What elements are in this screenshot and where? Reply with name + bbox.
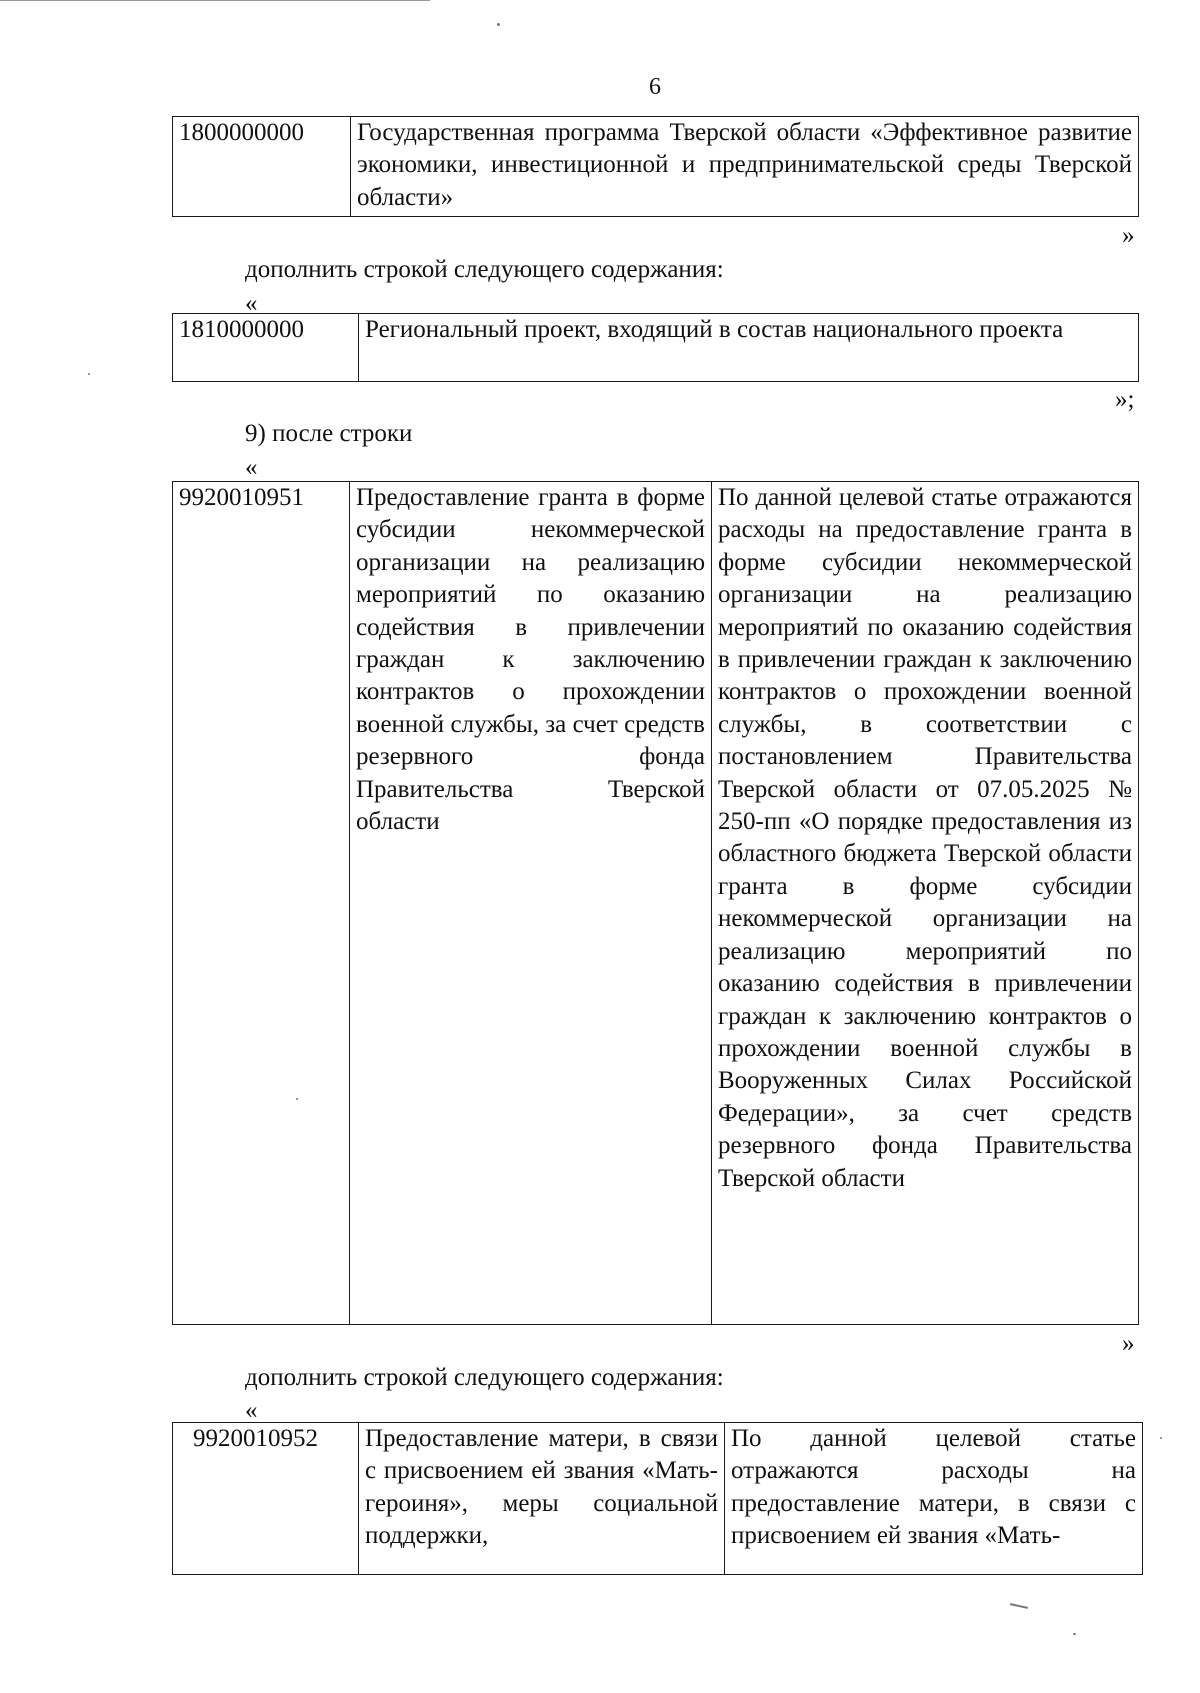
target-article-code: 9920010951 — [173, 482, 350, 1325]
target-article-name: Государственная программа Тверской области «Эффективное развитие экономики, инвестиционной и предпринимательской среды Тверской области» — [351, 117, 1139, 217]
instruction-text: дополнить строкой следующего содержания: — [245, 256, 724, 283]
scan-speck — [88, 373, 90, 375]
table-row — [173, 482, 1139, 1325]
scan-speck — [1160, 1437, 1162, 1439]
item-heading: 9) после строки — [245, 420, 413, 447]
closing-quote-semicolon: »; — [1115, 386, 1135, 413]
opening-quote: « — [245, 454, 258, 481]
table-budget-row-9920010952 — [172, 1422, 1143, 1575]
table-budget-row-1800000000 — [172, 116, 1139, 217]
table-row — [173, 117, 1139, 217]
target-article-code: 1800000000 — [173, 117, 351, 217]
target-article-code: 9920010952 — [173, 1423, 359, 1575]
closing-quote: » — [1122, 1330, 1135, 1357]
scan-speck — [497, 23, 500, 26]
table-budget-row-9920010951 — [172, 481, 1139, 1325]
instruction-text: дополнить строкой следующего содержания: — [245, 1364, 724, 1391]
scan-edge-line — [0, 0, 430, 1]
target-article-description: По данной целевой статье отражаются расходы на предоставление гранта в форме субсидии некоммерческой организации на реализацию мероприятий по оказанию содействия в привлечении граждан к заключению контрактов о прохождении военной службы, в соответствии с постановлением Правительства Тверской области от 07.05.2025 № 250-пп «О порядке предоставления из областного бюджета Тверской области гранта в форме субсидии некоммерческой организации на реализацию мероприятий по оказанию содействия в привлечении граждан к заключению контрактов о прохождении военной службы в Вооруженных Силах Российской Федерации», за счет средств резервного фонда Правительства Тверской области — [712, 482, 1139, 1325]
page-number: 6 — [649, 74, 661, 100]
opening-quote: « — [245, 1397, 258, 1424]
table-row — [173, 314, 1139, 382]
target-article-name: Предоставление гранта в форме субсидии некоммерческой организации на реализацию мероприятий по оказанию содействия в привлечении граждан к заключению контрактов о прохождении военной службы, за счет средств резервного фонда Правительства Тверской области — [350, 482, 712, 1325]
target-article-description: По данной целевой статье отражаются расходы на предоставление матери, в связи с присвоением ей звания «Мать- — [725, 1423, 1143, 1575]
target-article-code: 1810000000 — [173, 314, 359, 382]
opening-quote: « — [245, 290, 258, 317]
scan-speck — [1010, 1603, 1028, 1608]
target-article-name: Региональный проект, входящий в состав национального проекта — [359, 314, 1139, 382]
table-budget-row-1810000000 — [172, 313, 1139, 382]
closing-quote: » — [1122, 222, 1135, 249]
table-row — [173, 1423, 1143, 1575]
target-article-name: Предоставление матери, в связи с присвоением ей звания «Мать-героиня», меры социальной поддержки, — [359, 1423, 725, 1575]
scan-speck — [1073, 1633, 1076, 1635]
